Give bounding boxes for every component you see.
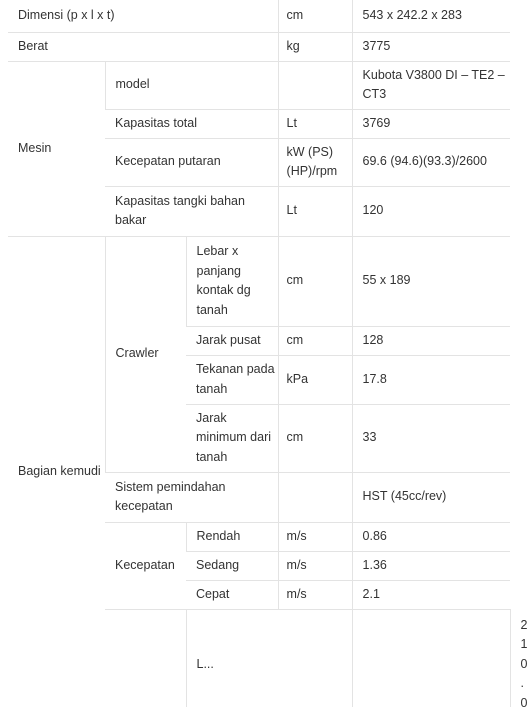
row-label-kapasitas-tangki: Kapasitas tangki bahan bakar — [105, 186, 278, 236]
group-label-mesin: Mesin — [8, 61, 105, 236]
row-unit-kapasitas-tangki: Lt — [278, 186, 352, 236]
row-unit-tekanan: kPa — [278, 355, 352, 404]
table-row — [8, 236, 510, 326]
row-label-sistem: Sistem pemindahan kecepatan — [105, 472, 278, 522]
group-label-crawler: Crawler — [105, 236, 186, 472]
row-label-berat: Berat — [8, 32, 278, 61]
row-unit-kecepatan-putaran: kW (PS)(HP)/rpm — [278, 138, 352, 186]
row-unit-jarak-pusat: cm — [278, 326, 352, 355]
row-value-kecepatan-putaran: 69.6 (94.6)(93.3)/2600 — [352, 138, 510, 186]
row-label-dimensi: Dimensi (p x l x t) — [18, 8, 115, 22]
row-unit-berat: kg — [278, 32, 352, 61]
row-value-berat: 3775 — [352, 32, 510, 61]
row-label-lebar: Lebar x panjang kontak dg tanah — [186, 236, 278, 326]
row-value-tekanan: 17.8 — [352, 355, 510, 404]
row-label-cepat: Cepat — [186, 580, 278, 609]
row-unit-dimensi: cm — [278, 0, 352, 32]
row-value-partial: 210.0 — [520, 617, 527, 710]
row-label-sedang: Sedang — [186, 551, 278, 580]
spec-table — [8, 0, 527, 710]
row-value-model: Kubota V3800 DI – TE2 – CT3 — [352, 61, 510, 109]
row-label-rendah: Rendah — [186, 522, 278, 551]
row-unit-sedang: m/s — [278, 551, 352, 580]
row-value-dimensi: 543 x 242.2 x 283 — [352, 0, 510, 32]
table-row — [8, 61, 510, 109]
row-unit-cepat: m/s — [278, 580, 352, 609]
row-value-jarak-pusat: 128 — [352, 326, 510, 355]
row-label-jarak-pusat: Jarak pusat — [186, 326, 278, 355]
table-row — [8, 0, 510, 32]
row-label-partial: L... — [196, 656, 214, 671]
row-label-kecepatan-putaran: Kecepatan putaran — [105, 138, 278, 186]
row-value-cepat: 2.1 — [352, 580, 510, 609]
row-value-lebar: 55 x 189 — [352, 236, 510, 326]
row-value-kapasitas-tangki: 120 — [352, 186, 510, 236]
row-value-rendah: 0.86 — [352, 522, 510, 551]
row-unit-kapasitas-total: Lt — [278, 109, 352, 138]
row-value-sistem: HST (45cc/rev) — [352, 472, 510, 522]
group-label-bagian-kemudi: Bagian kemudi — [8, 236, 105, 707]
row-label-kapasitas-total: Kapasitas total — [105, 109, 278, 138]
row-value-jarak-minimum: 33 — [352, 404, 510, 472]
table-row — [8, 32, 510, 61]
row-unit-sistem — [278, 472, 352, 522]
row-unit-model — [278, 61, 352, 109]
row-value-sedang: 1.36 — [352, 551, 510, 580]
row-unit-jarak-minimum: cm — [278, 404, 352, 472]
group-label-kecepatan: Kecepatan — [105, 522, 186, 609]
row-unit-rendah: m/s — [278, 522, 352, 551]
row-label-model: model — [105, 61, 278, 109]
row-unit-lebar: cm — [278, 236, 352, 326]
row-label-tekanan: Tekanan pada tanah — [186, 355, 278, 404]
row-value-kapasitas-total: 3769 — [352, 109, 510, 138]
row-label-jarak-minimum: Jarak minimum dari tanah — [186, 404, 278, 472]
